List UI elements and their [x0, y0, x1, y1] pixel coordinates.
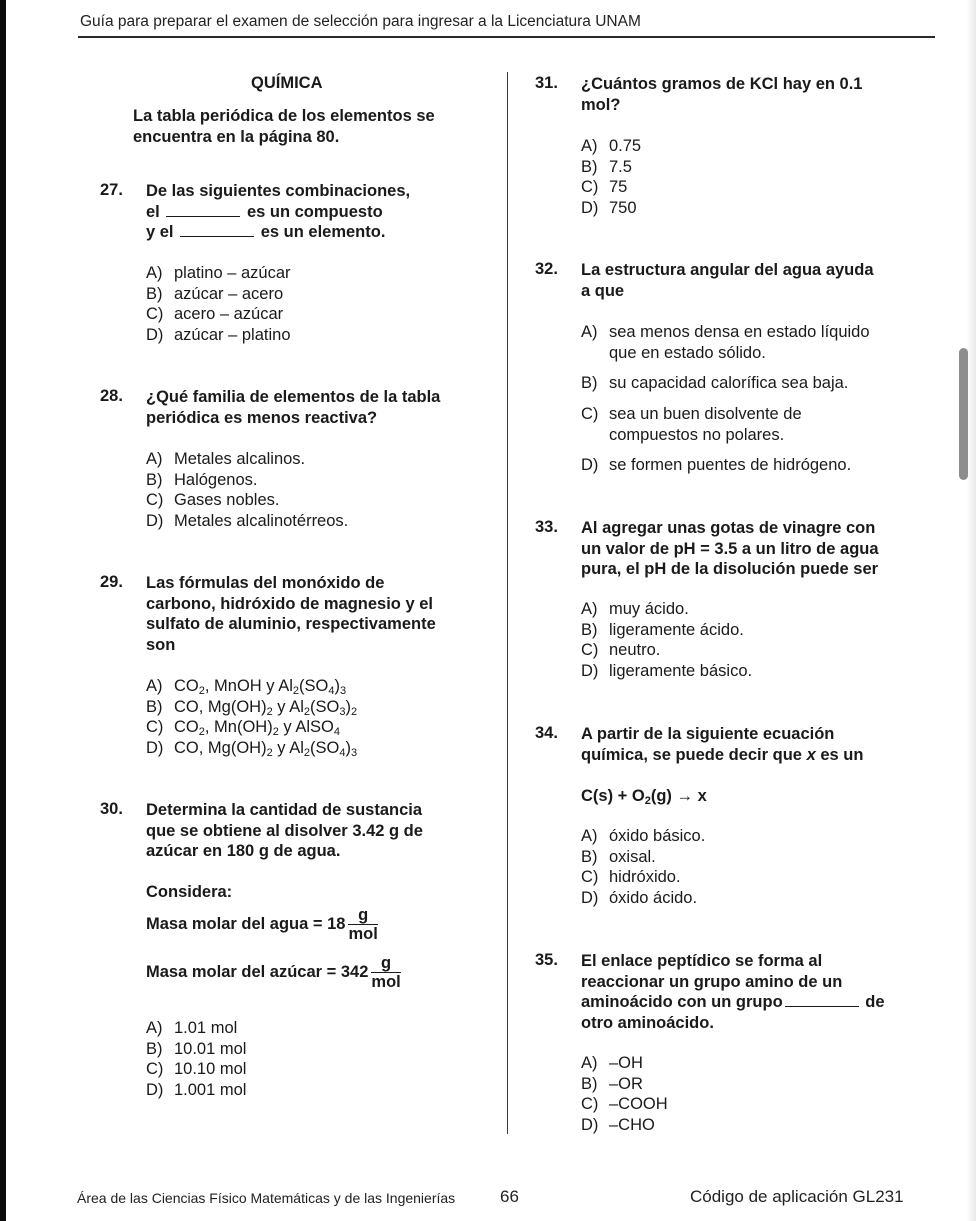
option-letter: C)	[581, 178, 599, 196]
formula-text: y Al	[272, 697, 304, 716]
option-text: Gases nobles.	[174, 491, 280, 509]
question-number: 31.	[535, 74, 558, 92]
option-letter: B)	[146, 697, 163, 716]
stem-line: otro aminoácido.	[581, 1013, 714, 1032]
option-c[interactable]	[581, 640, 752, 661]
molar-mass-label: Masa molar del azúcar = 342	[146, 962, 369, 981]
option-letter: B)	[146, 470, 163, 489]
formula-subscript: 2	[198, 685, 205, 697]
option-d[interactable]	[581, 661, 752, 682]
option-text: sea menos densa en estado líquido	[609, 323, 870, 341]
equation-subscript: 2	[644, 795, 651, 807]
formula-text: y Al	[272, 738, 304, 757]
option-letter: A)	[146, 450, 163, 468]
formula-subscript: 2	[292, 685, 300, 697]
fraction-denominator: mol	[371, 973, 401, 991]
option-text: que en estado sólido.	[609, 344, 766, 362]
stem-line: sulfato de aluminio, respectivamente	[146, 615, 436, 633]
stem-line: pura, el pH de la disolución puede ser	[581, 560, 879, 578]
option-c[interactable]	[581, 1094, 668, 1115]
question-number: 34.	[535, 724, 558, 742]
option-letter: A)	[581, 323, 598, 341]
section-intro-line: La tabla periódica de los elementos se	[133, 107, 435, 125]
option-text: 7.5	[609, 157, 632, 176]
option-b[interactable]	[581, 1074, 668, 1095]
stem-line: Las fórmulas del monóxido de	[146, 574, 385, 592]
stem-line: periódica es menos reactiva?	[146, 408, 378, 427]
question-number: 29.	[100, 573, 123, 591]
formula-text: CO, Mg(OH)	[174, 697, 267, 716]
stem-line: De las siguientes combinaciones,	[146, 182, 411, 200]
question-35-stem	[581, 951, 885, 1033]
sugar-molar-mass	[146, 954, 401, 991]
option-c[interactable]	[146, 717, 357, 738]
page-edge-shadow	[966, 0, 976, 1221]
option-b[interactable]	[581, 847, 705, 868]
option-letter: A)	[581, 600, 598, 618]
stem-line: a que	[581, 281, 625, 300]
question-33-stem	[581, 518, 879, 580]
option-letter: B)	[146, 1039, 163, 1058]
question-number: 28.	[100, 387, 123, 405]
option-d[interactable]	[581, 198, 641, 219]
option-text: ligeramente básico.	[609, 661, 753, 680]
option-a[interactable]	[146, 1018, 246, 1039]
unit-fraction	[371, 954, 400, 991]
option-text: 1.001 mol	[174, 1080, 247, 1099]
option-b[interactable]	[581, 157, 641, 178]
option-text: Metales alcalinotérreos.	[174, 511, 349, 530]
option-letter: A)	[146, 677, 163, 695]
formula-text: CO, Mg(OH)	[174, 738, 267, 757]
option-letter: C)	[581, 405, 599, 423]
stem-text: química, se puede decir que	[581, 745, 807, 764]
question-34-stem	[581, 724, 863, 765]
question-31-stem	[581, 74, 862, 115]
option-text: se formen puentes de hidrógeno.	[609, 456, 852, 474]
question-33-options	[581, 599, 752, 681]
formula-subscript: 2	[303, 746, 311, 759]
fraction-numerator: g	[348, 906, 377, 925]
option-c[interactable]	[581, 177, 641, 198]
stem-line: A partir de la siguiente ecuación	[581, 725, 835, 743]
column-divider	[507, 72, 508, 1134]
question-28-options	[146, 449, 348, 531]
question-27-options	[146, 263, 291, 345]
question-27-stem	[146, 181, 410, 243]
stem-line: Al agregar unas gotas de vinagre con	[581, 519, 876, 537]
stem-text: el	[146, 202, 160, 221]
option-letter: A)	[581, 1054, 598, 1072]
option-text: sea un buen disolvente de	[609, 405, 802, 423]
footer-application-code: Código de aplicación GL231	[690, 1187, 904, 1206]
option-b[interactable]	[146, 284, 291, 305]
option-b[interactable]	[146, 697, 357, 718]
option-text: hidróxido.	[609, 868, 681, 886]
option-text: su capacidad calorífica sea baja.	[609, 374, 849, 392]
option-letter: B)	[581, 847, 598, 866]
fill-blank	[180, 222, 254, 237]
option-a[interactable]	[581, 1053, 668, 1074]
option-text: compuestos no polares.	[609, 426, 785, 444]
option-letter: D)	[581, 1115, 599, 1134]
option-letter: B)	[581, 1074, 598, 1093]
option-text: óxido básico.	[609, 827, 706, 845]
option-b[interactable]	[146, 470, 348, 491]
option-letter: D)	[581, 198, 599, 217]
question-30-stem	[146, 800, 423, 862]
option-letter: D)	[581, 661, 599, 680]
option-letter: D)	[581, 456, 599, 474]
option-letter: C)	[581, 868, 599, 886]
question-28-stem	[146, 387, 440, 428]
option-text: –OR	[609, 1074, 643, 1093]
formula-subscript: 2	[198, 726, 205, 738]
formula-subscript: 3	[340, 685, 347, 697]
option-letter: C)	[146, 491, 164, 509]
stem-line: un valor de pH = 3.5 a un litro de agua	[581, 539, 879, 558]
option-letter: A)	[581, 827, 598, 845]
option-d[interactable]	[146, 325, 291, 346]
option-text: óxido ácido.	[609, 888, 698, 907]
footer-area-label: Área de las Ciencias Físico Matemáticas y de las Ingenierías	[77, 1190, 456, 1206]
option-letter: C)	[146, 718, 164, 736]
option-text: –OH	[609, 1054, 643, 1072]
option-letter: D)	[581, 888, 599, 907]
stem-line	[146, 222, 410, 243]
formula-subscript: 2	[266, 746, 273, 759]
question-number: 32.	[535, 260, 558, 278]
option-text: acero – azúcar	[174, 305, 284, 323]
formula-text: (SO	[310, 697, 340, 716]
formula-text: (SO	[310, 738, 340, 757]
question-34-options	[581, 826, 705, 908]
option-text: azúcar – acero	[174, 284, 284, 303]
option-letter: D)	[146, 1080, 164, 1099]
question-number: 33.	[535, 518, 558, 536]
page-number: 66	[500, 1187, 519, 1206]
option-d[interactable]	[581, 1115, 668, 1136]
option-b[interactable]	[581, 373, 901, 394]
formula-subscript: 2	[303, 705, 311, 718]
stem-line: Determina la cantidad de sustancia	[146, 801, 423, 819]
option-text: –CHO	[609, 1115, 655, 1134]
section-intro	[133, 106, 435, 148]
stem-text: de	[865, 993, 885, 1011]
option-d[interactable]	[146, 511, 348, 532]
formula-text: (SO	[299, 677, 329, 695]
molar-mass-label: Masa molar del agua = 18	[146, 914, 346, 933]
formula-subscript: 3	[351, 746, 358, 759]
scrollbar-thumb[interactable]	[959, 348, 968, 480]
option-a[interactable]	[581, 826, 705, 847]
option-a[interactable]	[146, 263, 291, 284]
section-title: QUÍMICA	[251, 74, 323, 92]
question-29-stem	[146, 573, 436, 655]
option-letter: B)	[146, 284, 163, 303]
formula-subscript: 2	[266, 705, 273, 718]
option-letter: A)	[146, 264, 163, 282]
water-molar-mass	[146, 906, 378, 943]
stem-text: es un elemento.	[260, 223, 386, 241]
option-a[interactable]	[146, 449, 348, 470]
formula-text: )	[345, 738, 351, 757]
option-text: 0.75	[609, 137, 642, 155]
option-a[interactable]	[581, 322, 901, 364]
option-text: oxisal.	[609, 847, 656, 866]
stem-line: son	[146, 635, 176, 654]
option-a[interactable]	[146, 676, 357, 697]
formula-subscript: 2	[272, 726, 279, 738]
formula-subscript: 2	[351, 705, 358, 718]
option-letter: C)	[581, 1095, 599, 1113]
option-letter: C)	[146, 1060, 164, 1078]
question-number: 35.	[535, 951, 558, 969]
unit-fraction	[348, 906, 377, 943]
considera-label: Considera:	[146, 883, 233, 901]
stem-line: El enlace peptídico se forma al	[581, 952, 823, 970]
option-d[interactable]	[146, 1080, 246, 1101]
option-text: 750	[609, 198, 637, 217]
option-letter: B)	[581, 620, 598, 639]
formula-text: )	[345, 697, 351, 716]
section-intro-line: encuentra en la página 80.	[133, 128, 340, 146]
question-number: 27.	[100, 181, 123, 199]
formula-subscript: 3	[339, 705, 346, 718]
option-a[interactable]	[581, 136, 641, 157]
question-30-options	[146, 1018, 246, 1100]
fill-blank	[785, 992, 859, 1007]
fraction-denominator: mol	[348, 925, 378, 943]
option-d[interactable]	[581, 455, 901, 476]
option-letter: C)	[581, 641, 599, 659]
option-text: 10.01 mol	[174, 1039, 247, 1058]
chemical-equation	[581, 786, 707, 807]
stem-line: ¿Cuántos gramos de KCl hay en 0.1	[581, 75, 863, 93]
fill-blank	[166, 202, 240, 217]
fraction-numerator: g	[371, 954, 400, 973]
formula-subscript: 4	[339, 746, 346, 759]
option-text: Halógenos.	[174, 470, 258, 489]
option-text: platino – azúcar	[174, 264, 291, 282]
left-edge-strip	[0, 0, 6, 1221]
option-letter: C)	[146, 305, 164, 323]
option-a[interactable]	[581, 599, 752, 620]
question-31-options	[581, 136, 641, 218]
stem-text: aminoácido con un grupo	[581, 993, 783, 1011]
option-b[interactable]	[581, 620, 752, 641]
option-d[interactable]	[146, 738, 357, 759]
option-letter: D)	[146, 511, 164, 530]
stem-line: mol?	[581, 95, 621, 114]
option-letter: B)	[581, 157, 598, 176]
stem-line: reaccionar un grupo amino de un	[581, 972, 843, 991]
option-c[interactable]	[146, 490, 348, 511]
option-letter: D)	[146, 738, 164, 757]
option-c[interactable]	[146, 1059, 246, 1080]
option-text: –COOH	[609, 1095, 668, 1113]
question-number: 30.	[100, 800, 123, 818]
option-text: neutro.	[609, 641, 661, 659]
option-c[interactable]	[146, 304, 291, 325]
option-letter: A)	[581, 137, 598, 155]
option-text: 75	[609, 178, 628, 196]
option-text: Metales alcalinos.	[174, 450, 306, 468]
question-35-options	[581, 1053, 668, 1135]
stem-line	[146, 202, 410, 223]
option-c[interactable]	[581, 867, 705, 888]
stem-line: azúcar en 180 g de agua.	[146, 842, 341, 860]
equation-text: C(s) + O	[581, 787, 645, 805]
header-divider	[78, 36, 935, 38]
stem-text: y el	[146, 223, 174, 241]
formula-text: )	[334, 677, 340, 695]
stem-line: carbono, hidróxido de magnesio y el	[146, 594, 433, 613]
formula-text: , Mn(OH)	[204, 718, 273, 736]
option-text: muy ácido.	[609, 600, 689, 618]
formula-subscript: 4	[333, 726, 340, 738]
option-text: 10.10 mol	[174, 1060, 247, 1078]
stem-line	[581, 745, 863, 766]
formula-text: y AlSO	[278, 718, 334, 736]
formula-text: CO	[174, 718, 199, 736]
stem-line: que se obtiene al disolver 3.42 g de	[146, 821, 423, 840]
option-text: ligeramente ácido.	[609, 620, 744, 639]
option-text: azúcar – platino	[174, 325, 291, 344]
option-d[interactable]	[581, 888, 705, 909]
equation-text: (g) → x	[650, 787, 707, 805]
question-32-stem	[581, 260, 874, 301]
option-b[interactable]	[146, 1039, 246, 1060]
variable-x: x	[806, 745, 816, 764]
option-text: 1.01 mol	[174, 1019, 238, 1037]
formula-text: , MnOH y Al	[204, 677, 293, 695]
stem-text: es un	[815, 745, 864, 764]
option-letter: A)	[146, 1019, 163, 1037]
stem-line: ¿Qué familia de elementos de la tabla	[146, 388, 441, 406]
option-letter: B)	[581, 374, 598, 392]
stem-line: La estructura angular del agua ayuda	[581, 261, 874, 279]
formula-subscript: 4	[328, 685, 335, 697]
option-letter: D)	[146, 325, 164, 344]
stem-line	[581, 992, 885, 1013]
page-header: Guía para preparar el examen de selección para ingresar a la Licenciatura UNAM	[80, 13, 641, 30]
option-c[interactable]	[581, 404, 901, 446]
question-29-options	[146, 676, 357, 758]
formula-text: CO	[174, 677, 199, 695]
stem-text: es un compuesto	[246, 202, 383, 221]
